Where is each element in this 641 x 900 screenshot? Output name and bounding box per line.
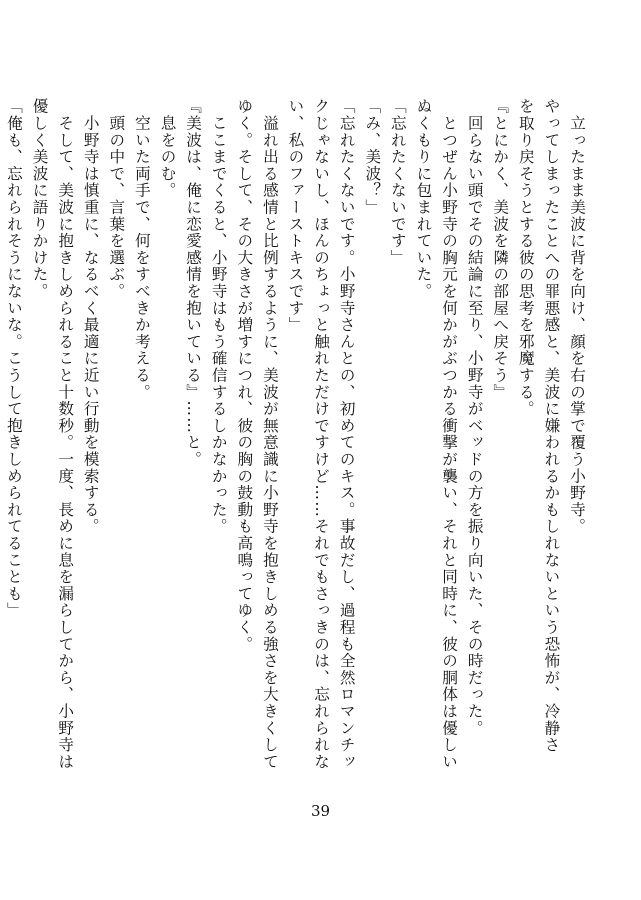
text-line: とつぜん小野寺の胸元を何かがぶつかる衝撃が襲い、それと同時に、彼の胴体は優しい — [440, 98, 459, 770]
text-line: 空いた両手で、何をすべきか考える。 — [132, 98, 151, 401]
text-line: 優しく美波に語りかけた。 — [30, 98, 49, 300]
text-line: クじゃないし、ほんのちょっと触れただけですけど……それでもさっきのは、忘れられな — [312, 98, 331, 770]
text-line: 「忘れたくないです」 — [388, 98, 407, 266]
text-line: 『とにかく、美波を隣の部屋へ戻そう』 — [491, 98, 510, 401]
text-line: 「み、美波？」 — [363, 98, 382, 216]
text-line: 回らない頭でその結論に至り、小野寺がベッドの方を振り向いた、その時だった。 — [465, 98, 484, 737]
text-line: を取り戻そうとする彼の思考を邪魔する。 — [516, 98, 535, 418]
text-line: 立ったまま美波に背を向け、顔を右の掌で覆う小野寺。 — [568, 98, 586, 535]
text-line: ゆく。そして、その大きさが増すにつれ、彼の胸の鼓動も高鳴ってゆく。 — [235, 98, 254, 653]
text-line: ぬくもりに包まれていた。 — [414, 98, 433, 300]
text-line: い、私のファーストキスです」 — [286, 98, 305, 334]
text-line: ここまでくると、小野寺はもう確信するしかなかった。 — [209, 98, 228, 535]
text-line: やってしまったことへの罪悪感と、美波に嫌われるかもしれないという恐怖が、冷静さ — [542, 98, 561, 754]
text-line: 溢れ出る感情と比例するように、美波が無意識に小野寺を抱きしめる強さを大きくして — [260, 98, 279, 770]
page-number: 39 — [310, 802, 331, 820]
text-line: 「忘れたくないです。小野寺さんとの、初めてのキス。事故だし、過程も全然ロマンチッ — [337, 98, 356, 770]
text-line: 『美波は、俺に恋愛感情を抱いている』……と。 — [184, 98, 203, 468]
vertical-text-body — [4, 98, 589, 770]
text-line: そして、美波に抱きしめられること十数秒。一度、長めに息を漏らしてから、小野寺は — [56, 98, 75, 770]
text-line: 「俺も、忘れられそうにないな。こうして抱きしめられてることも」 — [4, 98, 23, 619]
text-line: 小野寺は慎重に、なるべく最適に近い行動を模索する。 — [81, 98, 100, 535]
text-line: 頭の中で、言葉を選ぶ。 — [107, 98, 126, 300]
text-line: 息をのむ。 — [158, 98, 177, 199]
